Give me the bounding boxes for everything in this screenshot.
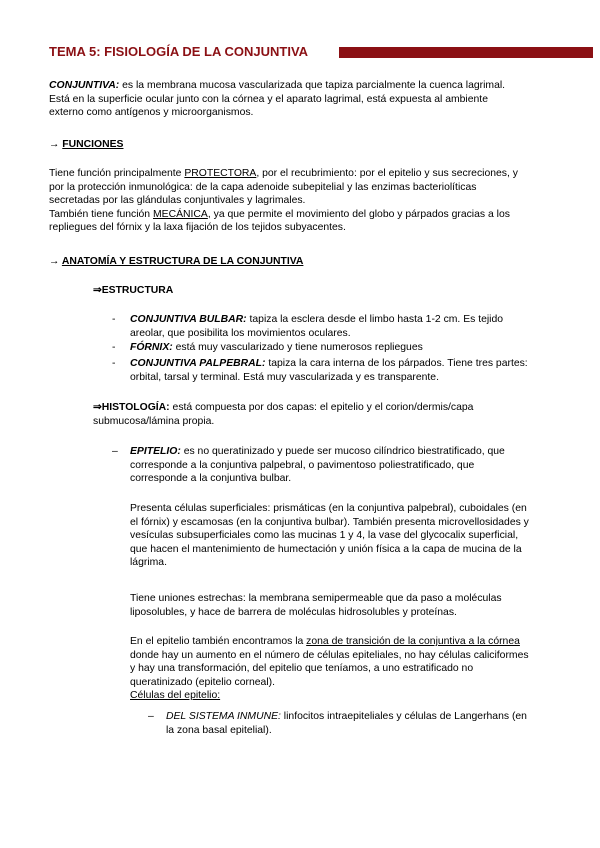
text-line: y hay una transformación, del epitelio que teníamos, a uno estratificado no [130, 663, 474, 675]
arrow-right-icon: → [49, 256, 62, 267]
funciones-paragraph [49, 167, 518, 235]
palpebral-term: CONJUNTIVA PALPEBRAL: [130, 358, 266, 369]
funciones-p1-line2: por la protección inmunológica: de la capa adenoide subepitelial y las enzimas bacteriolíticas [49, 181, 477, 193]
palpebral-line1: tapiza la cara interna de los párpados. Tiene tres partes: [265, 358, 528, 369]
text-line: lágrima. [130, 557, 167, 569]
bulbar-line2: areolar, que posibilita los movimientos oculares. [130, 327, 351, 339]
text-line: vesículas subsuperficiales como las mucinas 1 y 4, la vase del glycocalix superficial, [130, 530, 519, 542]
list-item-palpebral [130, 357, 528, 384]
funciones-heading [49, 138, 123, 152]
title-accent-bar [339, 47, 593, 58]
text-line: queratinizado (epitelio corneal). [130, 676, 275, 688]
funciones-p2-b: , ya que permite el movimiento del globo y párpados gracias a los [207, 208, 510, 220]
histologia-line1: está compuesta por dos capas: el epitelio y el corion/dermis/capa [169, 402, 474, 413]
text-line: el fórnix) y escamosas (en la conjuntiva bulbar). También presenta microvellosidades y [130, 516, 529, 528]
estructura-heading [93, 284, 173, 298]
epitelio-term: EPITELIO: [130, 446, 181, 457]
intro-line3: externo como antígenos y microorganismos. [49, 107, 254, 119]
funciones-p1-a: Tiene función principalmente [49, 168, 185, 179]
epitelio-uniones-paragraph [130, 592, 502, 619]
intro-line1: es la membrana mucosa vascularizada que tapiza parcialmente la cuenca lagrimal. [119, 80, 506, 91]
sistema-inmune-line1: linfocitos intraepiteliales y células de Langerhans (en [280, 711, 527, 722]
epitelio-line2: corresponde a la conjuntiva palpebral, o pavimentoso poliestratificado, que [130, 459, 475, 471]
bulbar-line1: tapiza la esclera desde el limbo hasta 1-2 cm. Es tejido [246, 314, 504, 325]
epitelio-line3: corresponde a la conjuntiva bulbar. [130, 473, 292, 485]
intro-line2: Está en la superficie ocular junto con la córnea y el aparato lagrimal, está expuesta al ambiente [49, 93, 488, 105]
funciones-title: FUNCIONES [62, 139, 124, 150]
sistema-inmune-term: DEL SISTEMA INMUNE: [166, 711, 281, 722]
text-line: que hacen el mantenimiento de humectación y unión física a la capa de mucina de la [130, 543, 522, 555]
double-arrow-icon: ⇒ [93, 285, 102, 296]
cells-heading: Células del epitelio: [130, 690, 221, 702]
text-line: Presenta células superficiales: prismáticas (en la conjuntiva palpebral), cuboidales (en [130, 503, 527, 514]
mecanica-term: MECÁNICA [152, 208, 208, 220]
list-item-fornix [130, 341, 423, 355]
funciones-p1-line3: secretadas por las glándulas conjuntivales y lagrimales. [49, 195, 306, 207]
double-arrow-icon: ⇒ [93, 402, 102, 413]
epitelio-paragraph [130, 445, 505, 486]
text-line: liposolubles, y hace de barrera de moléculas hidrosolubles y proteínas. [130, 606, 457, 618]
list-item-bulbar [130, 313, 503, 340]
page-title: TEMA 5: FISIOLOGÍA DE LA CONJUNTIVA [49, 44, 309, 59]
list-dash: – [112, 446, 118, 457]
bulbar-term: CONJUNTIVA BULBAR: [130, 314, 247, 325]
estructura-title: ESTRUCTURA [101, 285, 174, 296]
intro-paragraph [49, 79, 505, 120]
epitelio-cells-paragraph [130, 502, 529, 570]
funciones-p2-a: También tiene función [49, 208, 153, 220]
text-line: Tiene uniones estrechas: la membrana semipermeable que da paso a moléculas [130, 593, 502, 604]
transicion-lead: En el epitelio también encontramos la [130, 636, 307, 647]
histologia-paragraph [93, 401, 473, 428]
funciones-p2-line2: repliegues del fórnix y la laxa fijación de los tejidos subyacentes. [49, 222, 346, 234]
list-item-sistema-inmune [166, 710, 527, 737]
sistema-inmune-line2: la zona basal epitelial). [166, 724, 272, 736]
text-line: donde hay un aumento en el número de células epiteliales, no hay células caliciformes [130, 649, 529, 661]
title-row [49, 44, 549, 64]
intro-term: CONJUNTIVA: [49, 80, 120, 91]
histologia-line2: submucosa/lámina propia. [93, 415, 215, 427]
epitelio-transicion-paragraph [130, 635, 529, 703]
anatomia-title: ANATOMÍA Y ESTRUCTURA DE LA CONJUNTIVA [61, 256, 304, 267]
list-dash: - [112, 342, 116, 353]
palpebral-line2: orbital, tarsal y terminal. Está muy vascularizada y es transparente. [130, 371, 439, 383]
epitelio-line1: es no queratinizado y puede ser mucoso cilíndrico biestratificado, que [180, 446, 505, 457]
anatomia-heading [49, 255, 303, 269]
arrow-right-icon: → [49, 139, 63, 150]
fornix-line1: está muy vascularizado y tiene numerosos repliegues [172, 342, 423, 353]
list-dash: - [112, 314, 116, 325]
funciones-p1-b: , por el recubrimiento: por el epitelio y sus secreciones, y [256, 168, 518, 179]
protectora-term: PROTECTORA [184, 168, 257, 179]
histologia-title: HISTOLOGÍA: [101, 402, 170, 413]
fornix-term: FÓRNIX: [130, 342, 173, 353]
list-dash: - [112, 358, 116, 369]
list-dash: – [148, 711, 154, 722]
transicion-link: zona de transición de la conjuntiva a la córnea [306, 636, 520, 647]
